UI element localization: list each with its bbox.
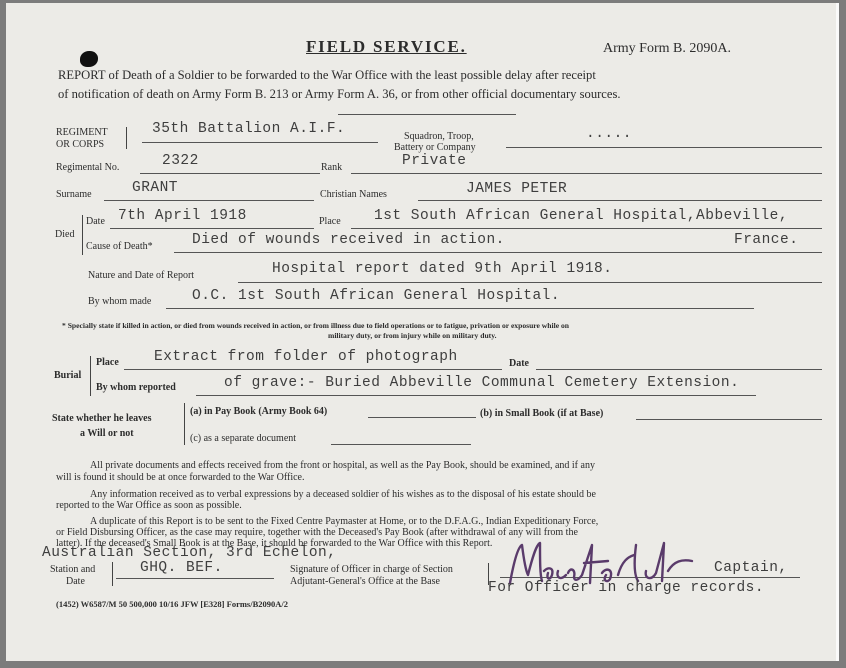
for-officer-value: For Officer in charge records. bbox=[488, 580, 765, 596]
regiment-value: 35th Battalion A.I.F. bbox=[152, 121, 346, 137]
captain-value: Captain, bbox=[714, 560, 788, 576]
will-a-label: (a) in Pay Book (Army Book 64) bbox=[190, 406, 328, 417]
regiment-label-1: REGIMENT bbox=[56, 127, 108, 138]
will-b-label: (b) in Small Book (if at Base) bbox=[480, 408, 604, 419]
paragraph-1-line-2: will is found it should be at once forwarded to the War Office. bbox=[56, 472, 305, 483]
nature-value: Hospital report dated 9th April 1918. bbox=[272, 261, 613, 277]
form-number: Army Form B. 2090A. bbox=[603, 41, 731, 56]
paragraph-1-line-1: All private documents and effects received from the front or hospital, as well as the Pay Book, should be examined, and if any bbox=[90, 460, 595, 471]
date-label-2: Date bbox=[66, 576, 85, 587]
place-value-1: 1st South African General Hospital,Abbeville, bbox=[374, 208, 789, 224]
intro-line-2: of notification of death on Army Form B. 213 or Army Form A. 36, or from other official documentary sources. bbox=[58, 87, 621, 101]
paragraph-3-line-3: latter). If the deceased's Small Book is at the Base, it should be forwarded to the War Office with this Report. bbox=[56, 538, 493, 549]
burial-label: Burial bbox=[54, 370, 82, 381]
intro-line-1: REPORT of Death of a Soldier to be forwarded to the War Office with the least possible delay after receipt bbox=[58, 68, 596, 82]
form-sheet bbox=[6, 3, 839, 661]
station-value-1: Australian Section, 3rd Echelon, bbox=[42, 545, 337, 561]
cause-label: Cause of Death* bbox=[86, 241, 153, 252]
by-whom-reported-label: By whom reported bbox=[96, 382, 176, 393]
burial-reported-value: of grave:- Buried Abbeville Communal Cemetery Extension. bbox=[224, 375, 740, 391]
burial-place-label: Place bbox=[96, 357, 119, 368]
rank-value: Private bbox=[402, 153, 467, 169]
paragraph-3-line-2: or Field Disbursing Officer, as the case may require, together with the Deceased's Pay Book (after withdrawal of any will from the bbox=[56, 527, 578, 538]
station-brace bbox=[112, 562, 113, 586]
form-title: FIELD SERVICE. bbox=[306, 37, 467, 56]
will-label-2: a Will or not bbox=[80, 428, 134, 439]
squadron-label-2: Battery or Company bbox=[394, 142, 476, 153]
died-label: Died bbox=[55, 229, 75, 240]
date-label: Date bbox=[86, 216, 105, 227]
will-c-label: (c) as a separate document bbox=[190, 433, 297, 444]
footnote-line-1: * Specially state if killed in action, or died from wounds received in action, or from illness due to field operations or to fatigue, privation or exposure while on bbox=[62, 321, 570, 330]
print-code: (1452) W6587/M 50 500,000 10/16 JFW [E328] Forms/B2090A/2 bbox=[56, 599, 289, 609]
signature-label-2: Adjutant-General's Office at the Base bbox=[290, 576, 440, 587]
squadron-label-1: Squadron, Troop, bbox=[404, 131, 474, 142]
will-brace bbox=[184, 403, 185, 445]
surname-value: GRANT bbox=[132, 180, 179, 196]
will-label-1: State whether he leaves bbox=[52, 413, 152, 424]
died-brace bbox=[82, 215, 83, 255]
regiment-brace bbox=[124, 127, 127, 149]
christian-names-label: Christian Names bbox=[320, 189, 387, 200]
surname-label: Surname bbox=[56, 189, 92, 200]
paragraph-2-line-2: reported to the War Office as soon as possible. bbox=[56, 500, 242, 511]
regimental-no-value: 2322 bbox=[162, 153, 199, 169]
regimental-no-label: Regimental No. bbox=[56, 162, 120, 173]
footnote-line-2: military duty, or from injury while on military duty. bbox=[328, 331, 497, 340]
squadron-value: ..... bbox=[586, 126, 633, 142]
header-rule bbox=[338, 114, 516, 115]
punch-hole bbox=[80, 51, 98, 67]
date-died-value: 7th April 1918 bbox=[118, 208, 247, 224]
signature-label-1: Signature of Officer in charge of Section bbox=[290, 564, 453, 575]
christian-names-value: JAMES PETER bbox=[466, 181, 568, 197]
place-value-2: France. bbox=[734, 232, 799, 248]
nature-report-label: Nature and Date of Report bbox=[88, 270, 195, 281]
station-label: Station and bbox=[50, 564, 96, 575]
burial-brace bbox=[90, 356, 91, 396]
paragraph-3-line-1: A duplicate of this Report is to be sent to the Fixed Centre Paymaster at Home, or to the D.F.A.G., Indian Expeditionary Force, bbox=[90, 516, 599, 527]
rank-label: Rank bbox=[321, 162, 343, 173]
place-label: Place bbox=[319, 216, 341, 227]
burial-date-label: Date bbox=[509, 358, 529, 369]
cause-value: Died of wounds received in action. bbox=[192, 232, 505, 248]
by-whom-value: O.C. 1st South African General Hospital. bbox=[192, 288, 561, 304]
by-whom-made-label: By whom made bbox=[88, 296, 152, 307]
burial-place-value: Extract from folder of photograph bbox=[154, 349, 458, 365]
regiment-label-2: OR CORPS bbox=[56, 139, 105, 150]
station-value-2: GHQ. BEF. bbox=[140, 560, 223, 576]
paragraph-2-line-1: Any information received as to verbal expressions by a deceased soldier of his wishes as to the disposal of his estate should be bbox=[90, 489, 596, 500]
